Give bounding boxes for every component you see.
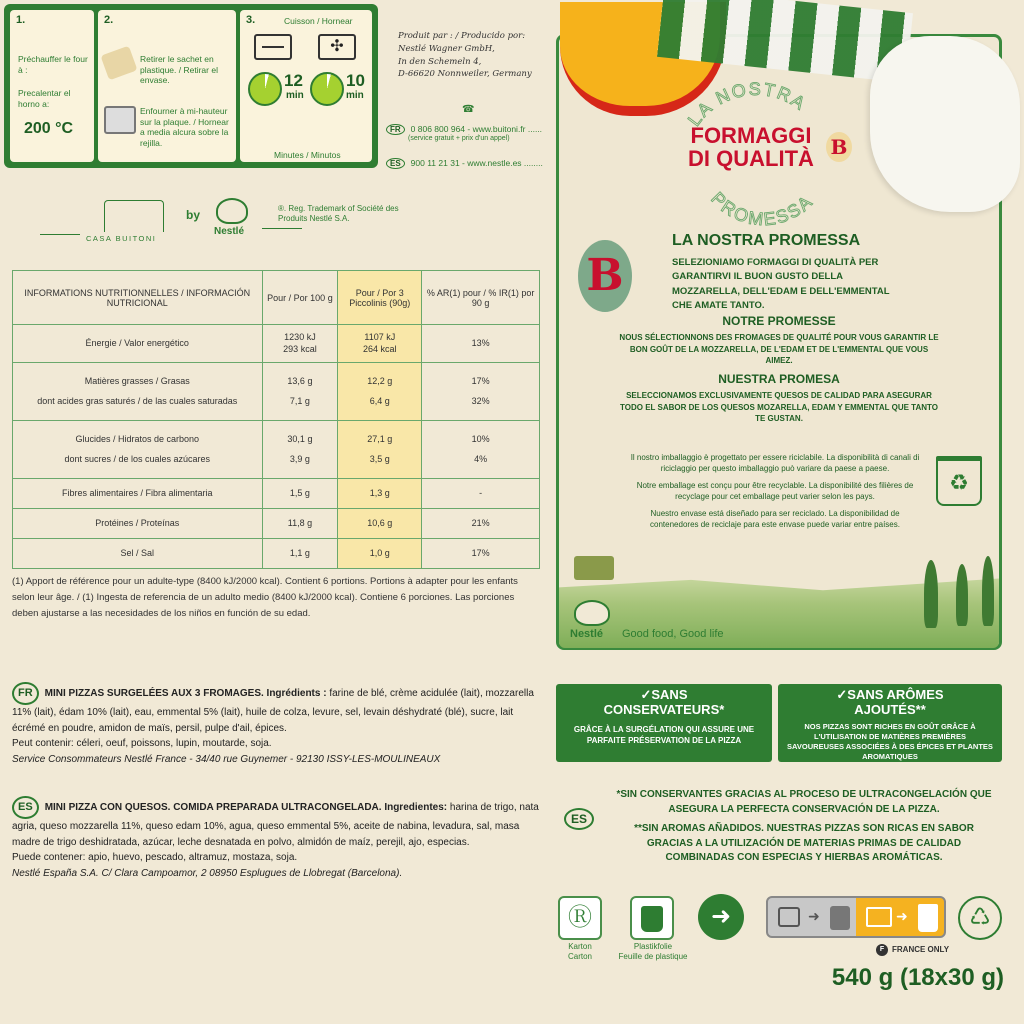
- step-2-bake-text: Enfourner à mi-hauteur sur la plaque. / Hornear a media alcura sobre la rejilla.: [140, 106, 229, 148]
- nutrient-label: Glucides / Hidratos de carbono dont sucres / de los cuales azúcares: [13, 421, 263, 479]
- value-percent-ri: -: [422, 479, 540, 509]
- address-line-1: Produit par : / Producido por:: [398, 31, 526, 41]
- fr-consumer-service: Service Consommateurs Nestlé France - 34/40 rue Guynemer - 92130 ISSY-LES-MOULINEAUX: [12, 753, 441, 765]
- step-3: [240, 10, 372, 162]
- plastic-bag-icon: [630, 896, 674, 940]
- recycle-text-fr: Notre emballage est conçu pour être recyclable. La disponibilité des filières de recyclage pour cet emballage peut varier selon les pays.: [636, 481, 914, 502]
- value-per-100g: 1230 kJ 293 kcal: [262, 325, 338, 363]
- es-consumer-service: Nestlé España S.A. C/ Clara Campoamor, 2 08950 Esplugues de Llobregat (Barcelona).: [12, 867, 403, 879]
- formaggi-line-1: FORMAGGI: [690, 123, 812, 148]
- fr-ingredients-list: farine de blé, crème acidulée (lait), mozzarella 11% (lait), édam 10% (lait), eau, emmental 5% (lait), huile de colza, levure, sel, levain déshydraté (blé), sucre, lait écrémé en poudre, amidon de maïs, persil, pulpe d'ail, épices.: [12, 688, 534, 734]
- tidyman-icon: ♺: [958, 896, 1002, 940]
- phone-icon: ☎: [462, 104, 475, 115]
- time-fan: 10: [346, 71, 365, 90]
- step-1-number: 1.: [16, 14, 26, 26]
- arc-top-text: LA NOSTRA: [683, 78, 811, 130]
- value-percent-ri: 10% 4%: [422, 421, 540, 479]
- conventional-oven-icon: [254, 34, 292, 60]
- value-percent-ri: 13%: [422, 325, 540, 363]
- casa-buitoni-text: CASA BUITONI: [86, 234, 157, 243]
- value-percent-ri: 17% 32%: [422, 363, 540, 421]
- value-per-portion: 1,0 g: [338, 539, 422, 569]
- cypress-tree-3: [982, 556, 994, 626]
- preheat-fr: Préchauffer le four à :: [18, 54, 88, 75]
- value-per-portion: 1107 kJ 264 kcal: [338, 325, 422, 363]
- claims-es-tag: ES: [564, 808, 594, 830]
- table-row: [13, 363, 540, 421]
- value-per-100g: 13,6 g 7,1 g: [262, 363, 338, 421]
- address-line-3: In den Schemeln 4,: [398, 56, 482, 67]
- nutrient-label: Protéines / Proteínas: [13, 509, 263, 539]
- net-weight: 540 g (18x30 g): [831, 964, 1004, 991]
- ingredients-es: [12, 796, 544, 881]
- promise-text-es: SELECCIONAMOS EXCLUSIVAMENTE QUESOS DE CALIDAD PARA ASEGURAR TODO EL SABOR DE LOS QUESOS MOZARELLA, EDAM Y EMMENTAL QUE TANTO TE GUSTAN.: [620, 391, 938, 424]
- claim-1-title: ✓SANS CONSERVATEURS*: [603, 687, 725, 717]
- arrow-right-icon: [262, 228, 302, 229]
- claims-es-text-1: *SIN CONSERVANTES GRACIAS AL PROCESO DE ULTRACONGELACIÓN QUE ASEGURA LA PERFECTA CONSERVACIÓN DE LA PIZZA.: [616, 789, 992, 815]
- clock-12-icon: [248, 72, 282, 106]
- claim-no-preservatives: [556, 684, 772, 762]
- preparation-steps: [4, 4, 378, 168]
- mozzarella-image: [870, 36, 1020, 212]
- claim-2-title: ✓SANS ARÔMES AJOUTÉS**: [836, 687, 944, 717]
- header-label: INFORMATIONS NUTRITIONNELLES / INFORMACIÓN NUTRICIONAL: [13, 271, 263, 325]
- preheat-es: Precalentar el horno a:: [18, 88, 71, 109]
- step-2-remove-text: Retirer le sachet en plastique. / Retirar el envase.: [140, 54, 218, 86]
- fr-may-contain: Peut contenir: céleri, oeuf, poissons, lupin, moutarde, soja.: [12, 738, 272, 750]
- cypress-tree-2: [956, 564, 968, 626]
- contact-es: [386, 158, 546, 169]
- claim-1-text: GRÂCE À LA SURGÉLATION QUI ASSURE UNE PARFAITE PRÉSERVATION DE LA PIZZA: [573, 724, 755, 746]
- green-dot-icon: ➜: [698, 894, 744, 940]
- clock-10-icon: [310, 72, 344, 106]
- header-pct: % AR(1) pour / % IR(1) por 90 g: [422, 271, 540, 325]
- cypress-tree-1: [924, 560, 938, 628]
- recycle-text-es: Nuestro envase está diseñado para ser reciclado. La disponibilidad de contenedores de reciclaje para este envase puede variar entre países.: [650, 509, 900, 530]
- buitoni-b-small-logo: B: [826, 132, 852, 162]
- table-row: [13, 539, 540, 569]
- step-3-footer: Minutes / Minutos: [274, 150, 341, 160]
- value-per-portion: 12,2 g 6,4 g: [338, 363, 422, 421]
- value-per-portion: 10,6 g: [338, 509, 422, 539]
- step-2: [98, 10, 236, 162]
- es-contact-text: 900 11 21 31 - www.nestle.es ........: [410, 158, 543, 168]
- nestle-nest-logo: [574, 600, 610, 626]
- table-row: [13, 509, 540, 539]
- recycle-text-it: Il nostro imballaggio è progettato per essere riciclabile. La disponibilità di canali di riciclaggio per questo imballaggio può variare da paese a paese.: [630, 453, 920, 474]
- arrow-icon-1: ➜: [808, 908, 820, 924]
- formaggi-badge: [676, 124, 826, 170]
- nestle-tagline: Good food, Good life: [622, 628, 724, 640]
- time-conventional: 12: [284, 71, 303, 90]
- arc-bottom-text: PROMESSA: [707, 188, 818, 230]
- trash-bag-icon: [830, 906, 850, 930]
- contact-fr: [386, 124, 546, 142]
- step-2-number: 2.: [104, 14, 114, 26]
- carton-recycle-icon: Ⓡ: [558, 896, 602, 940]
- villa-image: [574, 556, 614, 580]
- table-row: [13, 325, 540, 363]
- france-only-text: FRANCE ONLY: [892, 945, 950, 954]
- table-row: [13, 421, 540, 479]
- es-ingredients-list: harina de trigo, nata agria, queso mozzarella 11%, queso edam 10%, agua, queso emmental 5%, aceite de nabina, levadura, sal, masa madre de trigo deshidratada, azúcar, leche desnatada en polvo, almidón de maíz, perejil, ajo, especias.: [12, 802, 539, 848]
- nutrient-label: Matières grasses / Grasas dont acides gras saturés / de las cuales saturadas: [13, 363, 263, 421]
- value-per-100g: 30,1 g 3,9 g: [262, 421, 338, 479]
- claims-es-text-2: **SIN AROMAS AÑADIDOS. NUESTRAS PIZZAS SON RICAS EN SABOR GRACIAS A LA UTILIZACIÓN DE MATERIAS PRIMAS DE CALIDAD COMBINADAS CON ESPECIAS Y HIERBAS AROMÁTICAS.: [634, 823, 974, 863]
- promise-title-it: LA NOSTRA PROMESSA: [672, 232, 861, 249]
- ingredients-fr: [12, 682, 544, 767]
- value-per-portion: 1,3 g: [338, 479, 422, 509]
- nestle-nest-icon: [216, 198, 248, 224]
- arrow-icon-2: ➜: [896, 908, 908, 924]
- promise-title-es: NUESTRA PROMESA: [718, 372, 840, 386]
- nutrient-label: Énergie / Valor energético: [13, 325, 263, 363]
- recycle-bin-icon: ♻: [936, 456, 982, 506]
- time-unit-2: min: [346, 90, 364, 101]
- trademark-text: ®. Reg. Trademark of Société des Produits Nestlé S.A.: [278, 204, 399, 224]
- es-tag: ES: [386, 158, 405, 169]
- value-percent-ri: 21%: [422, 509, 540, 539]
- claims-es-tag-wrap: [564, 808, 600, 830]
- nutrient-label: Fibres alimentaires / Fibra alimentaria: [13, 479, 263, 509]
- value-per-100g: 1,1 g: [262, 539, 338, 569]
- table-row: [13, 479, 540, 509]
- oven-temperature: 200 °C: [24, 120, 74, 137]
- nutrition-footnote: (1) Apport de référence pour un adulte-type (8400 kJ/2000 kcal). Contient 6 portions. Portions à adapter pour les enfants selon leur âge. / (1) Ingesta de referencia de un adulto medio (8400 kJ/2000 kcal). Contiene 6 porciones. Las porciones deben ajustarse a las necesidades de los niños en función de su edad.: [12, 576, 518, 620]
- time-unit-1: min: [286, 90, 304, 101]
- address-line-2: Nestlé Wagner GmbH,: [398, 43, 495, 54]
- producer-address: [398, 30, 548, 81]
- claim-2-text: NOS PIZZAS SONT RICHES EN GOÛT GRÂCE À L'UTILISATION DE MATIÈRES PREMIÈRES SAVOUREUSES ASSOCIÉES À DES ÉPICES ET PLANTES AROMATIQUES: [787, 721, 993, 762]
- nestle-footer-brand: Nestlé: [570, 628, 604, 640]
- box-icon: [866, 907, 892, 927]
- fan-oven-icon: ✣: [318, 34, 356, 60]
- france-tag-icon: F: [876, 944, 888, 956]
- fr-contact-text: 0 806 800 964 - www.buitoni.fr ......: [410, 124, 543, 134]
- fr-tag: FR: [386, 124, 405, 135]
- fr-language-tag: FR: [12, 682, 39, 705]
- buitoni-b-logo: B: [578, 240, 632, 312]
- promise-text-it: SELEZIONIAMO FORMAGGI DI QUALITÀ PER GARANTIRVI IL BUON GUSTO DELLA MOZZARELLA, DELL'EDAM E DELL'EMMENTAL CHE AMATE TANTO.: [672, 257, 890, 311]
- fr-product-title: MINI PIZZAS SURGELÉES AUX 3 FROMAGES. Ingrédients :: [44, 688, 327, 699]
- by-text: by: [186, 208, 201, 222]
- value-per-100g: 1,5 g: [262, 479, 338, 509]
- header-per100: Pour / Por 100 g: [262, 271, 338, 325]
- oven-icon: [104, 106, 136, 134]
- value-per-100g: 11,8 g: [262, 509, 338, 539]
- value-per-portion: 27,1 g 3,5 g: [338, 421, 422, 479]
- header-portion: Pour / Por 3 Piccolinis (90g): [338, 271, 422, 325]
- promise-title-fr: NOTRE PROMESSE: [722, 314, 836, 328]
- triman-sorting-icon: [766, 896, 946, 938]
- step-3-title: Cuisson / Hornear: [284, 16, 353, 26]
- es-may-contain: Puede contener: apio, huevo, pescado, altramuz, mostaza, soja.: [12, 852, 298, 864]
- arrow-left-icon: [40, 234, 80, 235]
- step-3-number: 3.: [246, 14, 256, 26]
- carton-label: Karton Carton: [567, 942, 592, 961]
- sachet-icon: [100, 46, 137, 81]
- formaggi-line-2: DI QUALITÀ: [688, 146, 814, 172]
- promise-text-fr: NOUS SÉLECTIONNONS DES FROMAGES DE QUALITÉ POUR VOUS GARANTIR LE BON GOÛT DE LA MOZZARELLA, DE L'EDAM ET DE L'EMMENTAL QUE VOUS AIMEZ.: [619, 333, 939, 366]
- es-language-tag: ES: [12, 796, 39, 819]
- fr-contact-sub: (service gratuit + prix d'un appel): [408, 135, 510, 142]
- claim-no-added-flavors: [778, 684, 1002, 762]
- packaging-icon: [778, 907, 800, 927]
- nestle-brand: Nestlé: [214, 226, 245, 237]
- value-percent-ri: 17%: [422, 539, 540, 569]
- nutrition-table: [12, 270, 540, 569]
- casa-buitoni-logo: [104, 200, 164, 232]
- table-header-row: [13, 271, 540, 325]
- es-product-title: MINI PIZZA CON QUESOS. COMIDA PREPARADA ULTRACONGELADA. Ingredientes:: [44, 802, 448, 813]
- nutrient-label: Sel / Sal: [13, 539, 263, 569]
- step-1: [10, 10, 94, 162]
- plastic-label: Plastikfolie Feuille de plastique: [618, 942, 688, 961]
- yellow-bin-icon: [918, 904, 938, 932]
- address-line-4: D-66620 Nonnweiler, Germany: [398, 69, 532, 80]
